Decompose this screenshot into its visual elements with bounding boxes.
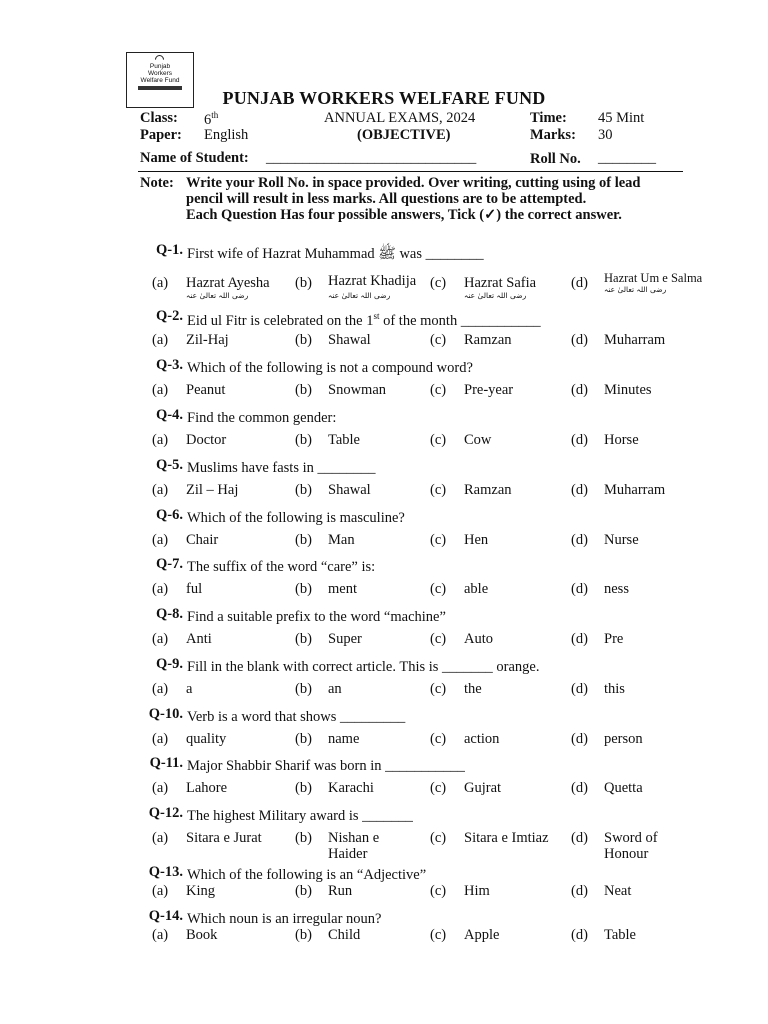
answer-option[interactable]: Horse [604, 432, 639, 448]
honorific-text: رضی اللہ تعالیٰ عنہ [604, 285, 667, 294]
answer-option[interactable]: Ramzan [464, 332, 512, 348]
option-letter: (d) [571, 482, 588, 498]
option-letter: (a) [152, 432, 169, 448]
option-letter: (b) [295, 532, 312, 548]
option-letter: (a) [152, 581, 169, 597]
option-letter: (b) [295, 681, 312, 697]
option-letter: (c) [430, 432, 447, 448]
page-title: PUNJAB WORKERS WELFARE FUND [222, 88, 546, 108]
exam-title: ANNUAL EXAMS, 2024 [324, 110, 476, 126]
option-letter: (d) [571, 631, 588, 647]
time-label: Time: [530, 110, 567, 126]
answer-option[interactable]: Super [328, 631, 362, 647]
honorific-text: رضی اللہ تعالیٰ عنہ [464, 291, 527, 300]
note-line-3: Each Question Has four possible answers, Tick (✓) the correct answer. [186, 207, 622, 223]
note-line-2: pencil will result in less marks. All questions are to be attempted. [186, 191, 587, 207]
question-number: Q-14. [148, 908, 183, 924]
time-value: 45 Mint [598, 110, 645, 126]
answer-option[interactable]: Cow [464, 432, 492, 448]
answer-option[interactable]: a [186, 681, 193, 697]
paper-value: English [204, 127, 249, 143]
question-text: Which of the following is not a compound word? [187, 360, 473, 376]
option-letter: (c) [430, 927, 447, 943]
answer-option[interactable]: Table [328, 432, 360, 448]
answer-option[interactable]: Lahore [186, 780, 228, 796]
option-letter: (b) [295, 883, 312, 899]
answer-option[interactable]: Nishan e Haider [328, 830, 380, 862]
question-number: Q-9. [156, 656, 183, 672]
answer-option[interactable]: Man [328, 532, 355, 548]
question-text: Which of the following is masculine? [187, 510, 405, 526]
option-letter: (d) [571, 332, 588, 348]
answer-option[interactable]: Hazrat Safia [464, 275, 537, 291]
question-number: Q-7. [156, 556, 183, 572]
question-text: Eid ul Fitr is celebrated on the 1st of the month ___________ [187, 311, 541, 329]
option-letter: (b) [295, 927, 312, 943]
question-number: Q-1. [156, 242, 183, 258]
answer-option[interactable]: Zil – Haj [186, 482, 239, 498]
question-text: Find the common gender: [187, 410, 337, 426]
answer-option[interactable]: quality [186, 731, 227, 747]
answer-option[interactable]: Anti [186, 631, 212, 647]
option-letter: (b) [295, 382, 312, 398]
answer-option[interactable]: King [186, 883, 215, 899]
answer-option[interactable]: Pre [604, 631, 624, 647]
question-text: Find a suitable prefix to the word “machine” [187, 609, 446, 625]
student-name-field[interactable]: _____________________________ [266, 150, 477, 166]
question-number: Q-12. [148, 805, 183, 821]
answer-option[interactable]: ful [186, 581, 203, 597]
exam-type: (OBJECTIVE) [357, 127, 451, 143]
option-letter: (a) [152, 532, 169, 548]
question-text: The highest Military award is _______ [187, 808, 413, 824]
question-number: Q-8. [156, 606, 183, 622]
answer-option[interactable]: Peanut [186, 382, 226, 398]
option-letter: (a) [152, 382, 169, 398]
option-letter: (c) [430, 275, 447, 291]
option-letter: (c) [430, 332, 447, 348]
option-letter: (c) [430, 780, 447, 796]
class-label: Class: [140, 110, 178, 126]
answer-option[interactable]: Run [328, 883, 353, 899]
answer-option[interactable]: Sword of Honour [604, 830, 658, 862]
option-letter: (a) [152, 883, 169, 899]
option-letter: (d) [571, 780, 588, 796]
paper-label: Paper: [140, 127, 182, 143]
option-letter: (a) [152, 731, 169, 747]
marks-value: 30 [598, 127, 613, 143]
option-letter: (c) [430, 482, 447, 498]
answer-option[interactable]: Hen [464, 532, 489, 548]
option-letter: (d) [571, 731, 588, 747]
answer-option[interactable]: ment [328, 581, 357, 597]
honorific-text: رضی اللہ تعالیٰ عنہ [186, 291, 249, 300]
note-label: Note: [140, 175, 174, 191]
option-letter: (d) [571, 432, 588, 448]
option-letter: (d) [571, 275, 588, 291]
option-letter: (a) [152, 482, 169, 498]
option-letter: (d) [571, 581, 588, 597]
answer-option[interactable]: ness [604, 581, 629, 597]
answer-option[interactable]: Hazrat Khadija [328, 273, 417, 289]
option-letter: (b) [295, 482, 312, 498]
option-letter: (a) [152, 780, 169, 796]
answer-option[interactable]: Zil-Haj [186, 332, 229, 348]
answer-option[interactable]: Muharram [604, 332, 666, 348]
question-number: Q-5. [156, 457, 183, 473]
option-letter: (b) [295, 275, 312, 291]
option-letter: (a) [152, 681, 169, 697]
question-number: Q-3. [156, 357, 183, 373]
header-divider [138, 171, 683, 172]
option-letter: (a) [152, 927, 169, 943]
answer-option[interactable]: Sitara e Jurat [186, 830, 262, 846]
question-text: First wife of Hazrat Muhammad ﷺ was ________ [187, 246, 484, 262]
option-letter: (c) [430, 581, 447, 597]
question-text: Muslims have fasts in ________ [187, 460, 376, 476]
option-letter: (a) [152, 332, 169, 348]
option-letter: (b) [295, 432, 312, 448]
answer-option[interactable]: this [604, 681, 625, 697]
option-letter: (c) [430, 631, 447, 647]
answer-option[interactable]: Child [328, 927, 361, 943]
option-letter: (a) [152, 275, 169, 291]
option-letter: (c) [430, 532, 447, 548]
note-line-1: Write your Roll No. in space provided. Over writing, cutting using of lead [186, 175, 641, 191]
answer-option[interactable]: Auto [464, 631, 493, 647]
question-text: Major Shabbir Sharif was born in ___________ [187, 758, 465, 774]
option-letter: (b) [295, 581, 312, 597]
option-letter: (b) [295, 731, 312, 747]
question-text: Verb is a word that shows _________ [187, 709, 406, 725]
answer-option[interactable]: Hazrat Um e Salma [604, 271, 703, 285]
answer-option[interactable]: action [464, 731, 500, 747]
question-number: Q-4. [156, 407, 183, 423]
option-letter: (b) [295, 631, 312, 647]
question-number: Q-11. [149, 755, 183, 771]
answer-option[interactable]: Apple [464, 927, 500, 943]
answer-option[interactable]: Book [186, 927, 218, 943]
option-letter: (a) [152, 830, 169, 846]
answer-option[interactable]: Quetta [604, 780, 643, 796]
answer-option[interactable]: Neat [604, 883, 632, 899]
question-text: Fill in the blank with correct article. This is _______ orange. [187, 659, 540, 675]
option-letter: (b) [295, 332, 312, 348]
option-letter: (c) [430, 883, 447, 899]
option-letter: (d) [571, 681, 588, 697]
question-number: Q-13. [148, 864, 183, 880]
option-letter: (d) [571, 532, 588, 548]
logo-text: Punjab Workers Welfare Fund [140, 63, 180, 84]
honorific-text: رضی اللہ تعالیٰ عنہ [328, 291, 391, 300]
roll-no-field[interactable]: ________ [598, 150, 656, 166]
question-number: Q-6. [156, 507, 183, 523]
option-letter: (a) [152, 631, 169, 647]
question-text: Which noun is an irregular noun? [187, 911, 382, 927]
option-letter: (d) [571, 830, 588, 846]
answer-option[interactable]: Muharram [604, 482, 666, 498]
answer-option[interactable]: name [328, 731, 360, 747]
answer-option[interactable]: Chair [186, 532, 219, 548]
answer-option[interactable]: Doctor [186, 432, 227, 448]
answer-option[interactable]: Shawal [328, 332, 371, 348]
option-letter: (c) [430, 830, 447, 846]
answer-option[interactable]: Table [604, 927, 636, 943]
answer-option[interactable]: Karachi [328, 780, 374, 796]
option-letter: (d) [571, 883, 588, 899]
question-number: Q-10. [148, 706, 183, 722]
answer-option[interactable]: Him [464, 883, 490, 899]
answer-option[interactable]: Shawal [328, 482, 371, 498]
answer-option[interactable]: person [604, 731, 643, 747]
answer-option[interactable]: Hazrat Ayesha [186, 275, 270, 291]
answer-option[interactable]: able [464, 581, 489, 597]
student-name-label: Name of Student: [140, 150, 249, 166]
question-number: Q-2. [156, 308, 183, 324]
answer-option[interactable]: Gujrat [464, 780, 502, 796]
option-letter: (b) [295, 780, 312, 796]
answer-option[interactable]: Ramzan [464, 482, 512, 498]
answer-option[interactable]: Minutes [604, 382, 652, 398]
option-letter: (d) [571, 382, 588, 398]
option-letter: (c) [430, 681, 447, 697]
answer-option[interactable]: an [328, 681, 342, 697]
answer-option[interactable]: Snowman [328, 382, 386, 398]
class-value: 6th [204, 110, 219, 128]
marks-label: Marks: [530, 127, 576, 143]
option-letter: (c) [430, 382, 447, 398]
roll-no-label: Roll No. [530, 151, 581, 167]
option-letter: (c) [430, 731, 447, 747]
answer-option[interactable]: Pre-year [464, 382, 514, 398]
answer-option[interactable]: the [464, 681, 482, 697]
question-text: Which of the following is an “Adjective” [187, 867, 427, 883]
question-text: The suffix of the word “care” is: [187, 559, 376, 575]
answer-option[interactable]: Nurse [604, 532, 639, 548]
option-letter: (d) [571, 927, 588, 943]
answer-option[interactable]: Sitara e Imtiaz [464, 830, 549, 846]
option-letter: (b) [295, 830, 312, 846]
